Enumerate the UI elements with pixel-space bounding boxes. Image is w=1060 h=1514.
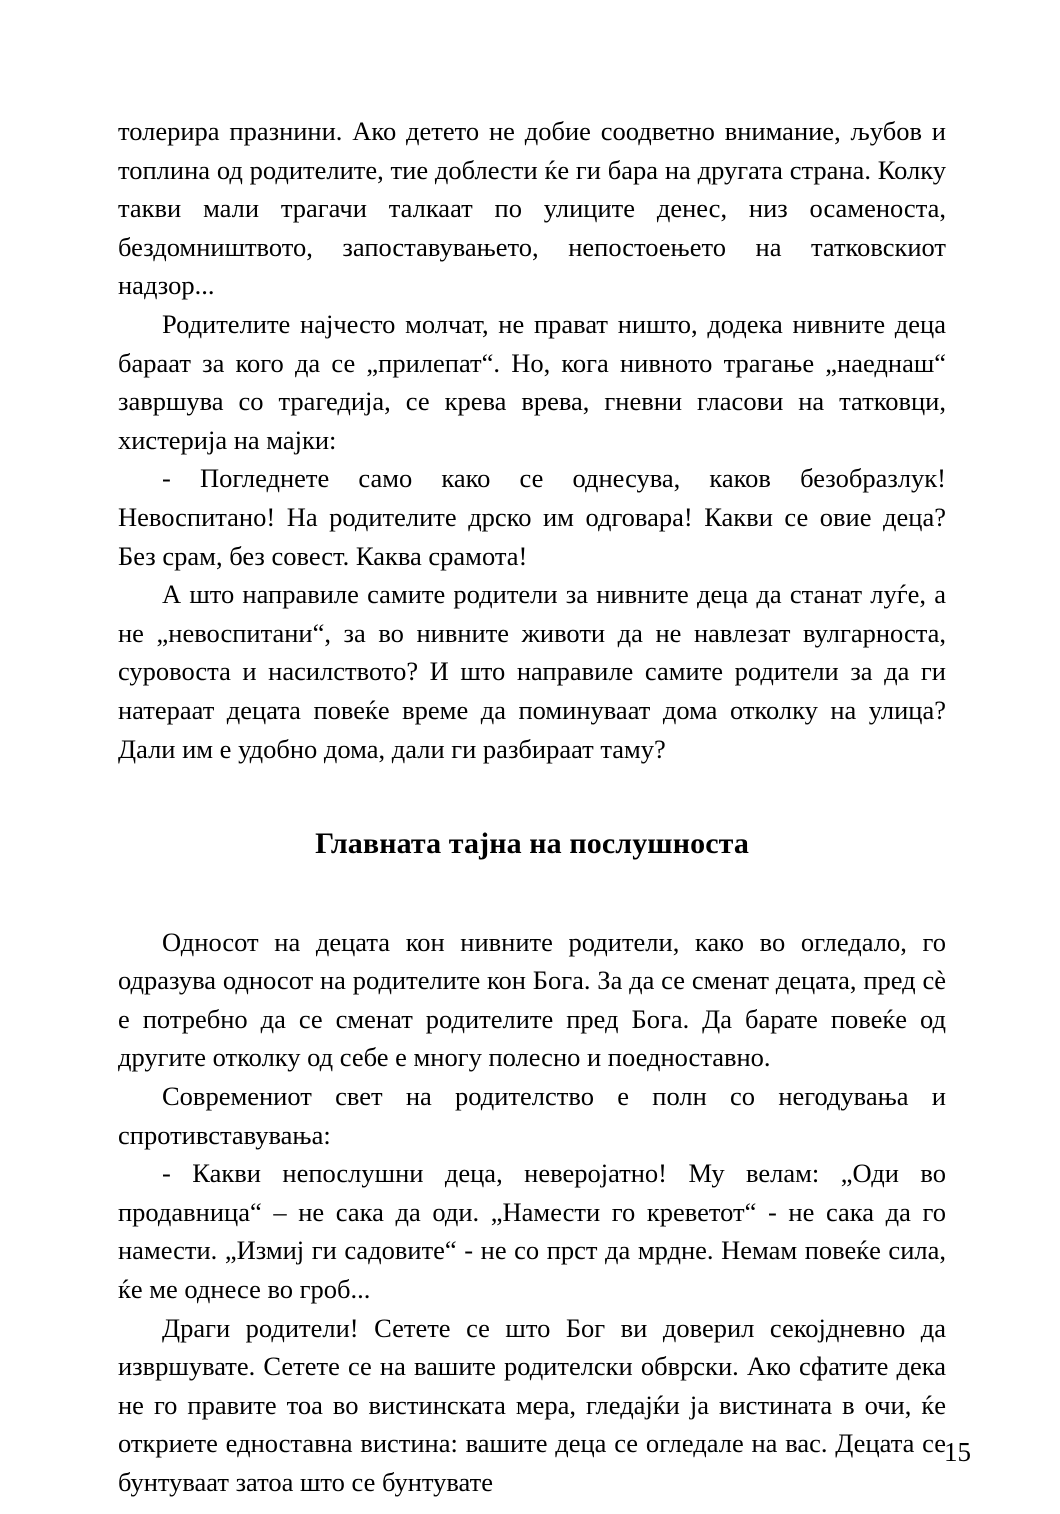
paragraph: Односот на децата кон нивните родители, како во огледало, го одразува односот на родителите кон Бога. За да се сменат децата, пред сè е потребно да се сменат родителите пред Бога. Да барате повеќе од другите отколку од себе е многу полесно и поедноставно. (118, 926, 946, 1073)
heading-space-above (118, 768, 946, 825)
paragraph-dialogue: - Какви непослушни деца, неверојатно! Му велам: „Оди во продавница“ – не сака да оди. „Намести го креветот“ - не сака да го намести. „Измиј ги садовите“ - не со прст да мрдне. Немам повеќе сила, ќе ме однесе во гроб... (118, 1158, 946, 1305)
paragraph: Родителите најчесто молчат, не прават ништо, додека нивните деца бараат за кого да се „прилепат“. Но, кога нивното трагање „наеднаш“ завршува со трагедија, се крева врева, гневни гласови на татковци, хистерија на мајки: (118, 308, 946, 455)
paragraph: Современиот свет на родителство е полн со негодувања и спротивставувања: (118, 1081, 946, 1150)
paragraph: Драги родители! Сетете се што Бог ви доверил секојдневно да извршувате. Сетете се на вашите родителски обврски. Ако сфатите дека не го правите тоа во вистинската мера, гледајќи ја вистината в очи, ќе откриете едноставна вистина: вашите деца се огледале на вас. Децата се бунтуваат затоа што се бунтувате (118, 1312, 946, 1497)
section-heading: Главната тајна на послушноста (315, 827, 749, 861)
paragraph-dialogue: - Погледнете само како се однесува, каков безобразлук! Невоспитано! На родителите дрско им одговара! Какви се овие деца? Без срам, без совест. Каква срамота! (118, 463, 946, 571)
paragraph: А што направиле самите родители за нивните деца да станат луѓе, а не „невоспитани“, за во нивните животи да не навлезат вулгарноста, суровоста и насилството? И што направиле самите родители за да ги натераат децата повеќе време да поминуваат дома отколку на улица? Дали им е удобно дома, дали ги разбираат таму? (118, 579, 946, 764)
page-number: 15 (944, 1437, 971, 1467)
paragraph-continuation: толерира празнини. Ако детето не добие соодветно внимание, љубов и топлина од родителите, тие доблести ќе ги бара на другата страна. Колку такви мали трагачи талкаат по улиците денес, низ осаменоста, бездомништвото, запоставувањето, непостоењето на татковскиот надзор... (118, 116, 946, 301)
page-text-block (118, 112, 946, 1502)
heading-space-below (118, 864, 946, 923)
